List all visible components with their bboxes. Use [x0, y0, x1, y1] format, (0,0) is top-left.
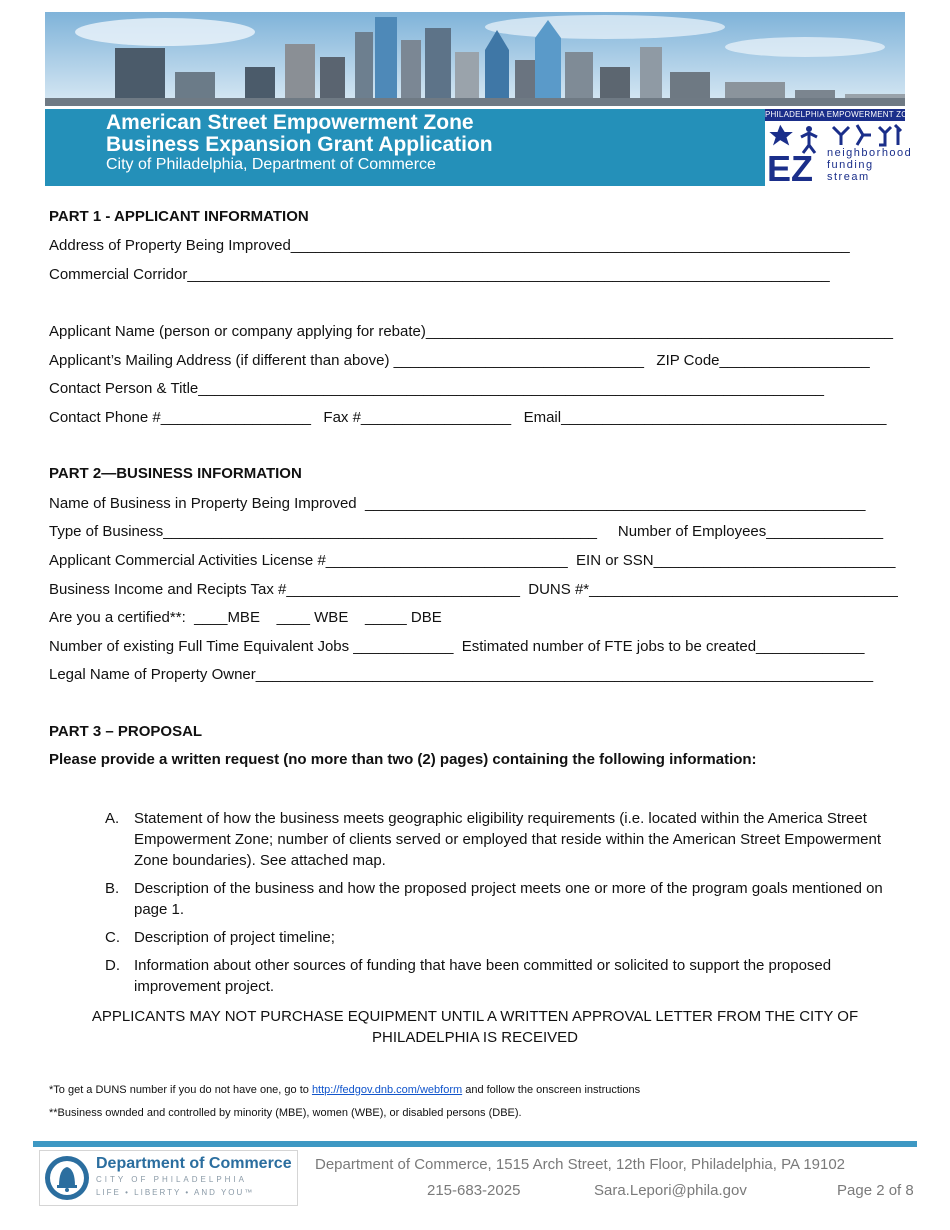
- certified-footnote: **Business ownded and controlled by minority (MBE), women (WBE), or disabled persons (DBE).: [49, 1107, 522, 1119]
- liberty-bell-seal-icon: [44, 1155, 90, 1201]
- field-property-address[interactable]: Address of Property Being Improved___________________________________________________________________: [49, 237, 850, 254]
- duns-webform-link[interactable]: http://fedgov.dnb.com/webform: [311, 1084, 463, 1096]
- ez-letters: EZ: [767, 148, 814, 185]
- list-marker: B.: [105, 880, 120, 897]
- field-phone-fax-email[interactable]: Contact Phone #__________________ Fax #__________________ Email_______________________________________: [49, 409, 887, 426]
- list-item-text: Information about other sources of funding that have been committed or solicited to support the proposed improvement project.: [134, 957, 832, 995]
- document-title-line1: American Street Empowerment Zone: [106, 111, 474, 134]
- list-item: [105, 955, 900, 997]
- field-applicant-name[interactable]: Applicant Name (person or company applying for rebate)________________________________________________________: [49, 323, 894, 340]
- list-item-text: Statement of how the business meets geographic eligibility requirements (i.e. located within the America Street Empowerment Zone; number of clients served or employed that reside within the American Street Empowerment Zone boundaries). See attached map.: [134, 810, 882, 869]
- dept-name: Department of Commerce: [96, 1155, 292, 1172]
- part1-title: PART 1 - APPLICANT INFORMATION: [49, 208, 309, 225]
- part3-title: PART 3 – PROPOSAL: [49, 723, 203, 740]
- list-item: [105, 927, 900, 948]
- list-item-text: Description of the business and how the proposed project meets one or more of the program goals mentioned on page 1.: [134, 880, 883, 918]
- purchase-warning: APPLICANTS MAY NOT PURCHASE EQUIPMENT UNTIL A WRITTEN APPROVAL LETTER FROM THE CITY OF PHILADELPHIA IS RECEIVED: [91, 1008, 859, 1046]
- field-mailing-address-zip[interactable]: Applicant’s Mailing Address (if different than above) ______________________________ ZIP Code__________________: [49, 352, 870, 369]
- field-tax-duns[interactable]: Business Income and Recipts Tax #____________________________ DUNS #*_____________________________________: [49, 581, 898, 598]
- footer-email[interactable]: Sara.Lepori@phila.gov: [594, 1182, 747, 1199]
- ez-word-stream: stream: [827, 171, 870, 183]
- title-band: [45, 109, 765, 186]
- document-title-line2: Business Expansion Grant Application: [106, 133, 493, 156]
- ez-word-funding: funding: [827, 159, 874, 171]
- ez-figures-icon: [829, 123, 903, 147]
- page-number: Page 2 of 8: [837, 1182, 914, 1199]
- field-certification[interactable]: Are you a certified**: ____MBE ____ WBE _____ DBE: [49, 609, 442, 626]
- field-license-ein[interactable]: Applicant Commercial Activities License #_____________________________ EIN or SSN_____________________________: [49, 552, 896, 569]
- list-item-text: Description of project timeline;: [134, 929, 335, 946]
- field-contact-person-title[interactable]: Contact Person & Title___________________________________________________________________________: [49, 380, 824, 397]
- ez-word-neighborhood: neighborhood: [827, 147, 913, 159]
- document-subtitle: City of Philadelphia, Department of Commerce: [106, 156, 436, 173]
- field-property-owner[interactable]: Legal Name of Property Owner__________________________________________________________________________: [49, 666, 874, 683]
- part3-intro: Please provide a written request (no more than two (2) pages) containing the following information:: [49, 751, 757, 768]
- field-business-name[interactable]: Name of Business in Property Being Improved ____________________________________________________________: [49, 495, 866, 512]
- list-item: [105, 878, 900, 920]
- ez-logo-banner: PHILADELPHIA EMPOWERMENT ZONE: [765, 110, 920, 119]
- footer-divider: [33, 1141, 917, 1147]
- city-motto: LIFE • LIBERTY • AND YOU™: [96, 1188, 255, 1197]
- empowerment-zone-logo: [765, 109, 920, 186]
- footer-phone: 215-683-2025: [427, 1182, 521, 1199]
- list-marker: C.: [105, 929, 120, 946]
- duns-footnote: [49, 1084, 640, 1096]
- field-commercial-corridor[interactable]: Commercial Corridor_____________________________________________________________________________: [49, 266, 830, 283]
- field-business-type-employees[interactable]: Type of Business____________________________________________________ Number of Employees______________: [49, 523, 884, 540]
- field-fte-jobs[interactable]: Number of existing Full Time Equivalent Jobs ____________ Estimated number of FTE jobs to be created_____________: [49, 638, 865, 655]
- header-banner: [45, 12, 920, 186]
- ez-mark-icon: [767, 123, 829, 185]
- skyline-illustration: [45, 12, 905, 106]
- duns-note-before: *To get a DUNS number if you do not have one, go to: [49, 1084, 312, 1096]
- list-marker: A.: [105, 810, 120, 827]
- city-name: CITY OF PHILADELPHIA: [96, 1175, 247, 1184]
- ez-logo-words: [827, 147, 912, 183]
- footer-address: Department of Commerce, 1515 Arch Street, 12th Floor, Philadelphia, PA 19102: [315, 1156, 846, 1173]
- duns-note-after: and follow the onscreen instructions: [462, 1084, 641, 1096]
- list-marker: D.: [105, 957, 120, 974]
- city-skyline-photo: [45, 12, 905, 106]
- proposal-requirements-list: [105, 808, 900, 1004]
- list-item: [105, 808, 900, 871]
- dept-commerce-logo: [39, 1150, 298, 1206]
- part2-title: PART 2—BUSINESS INFORMATION: [49, 465, 302, 482]
